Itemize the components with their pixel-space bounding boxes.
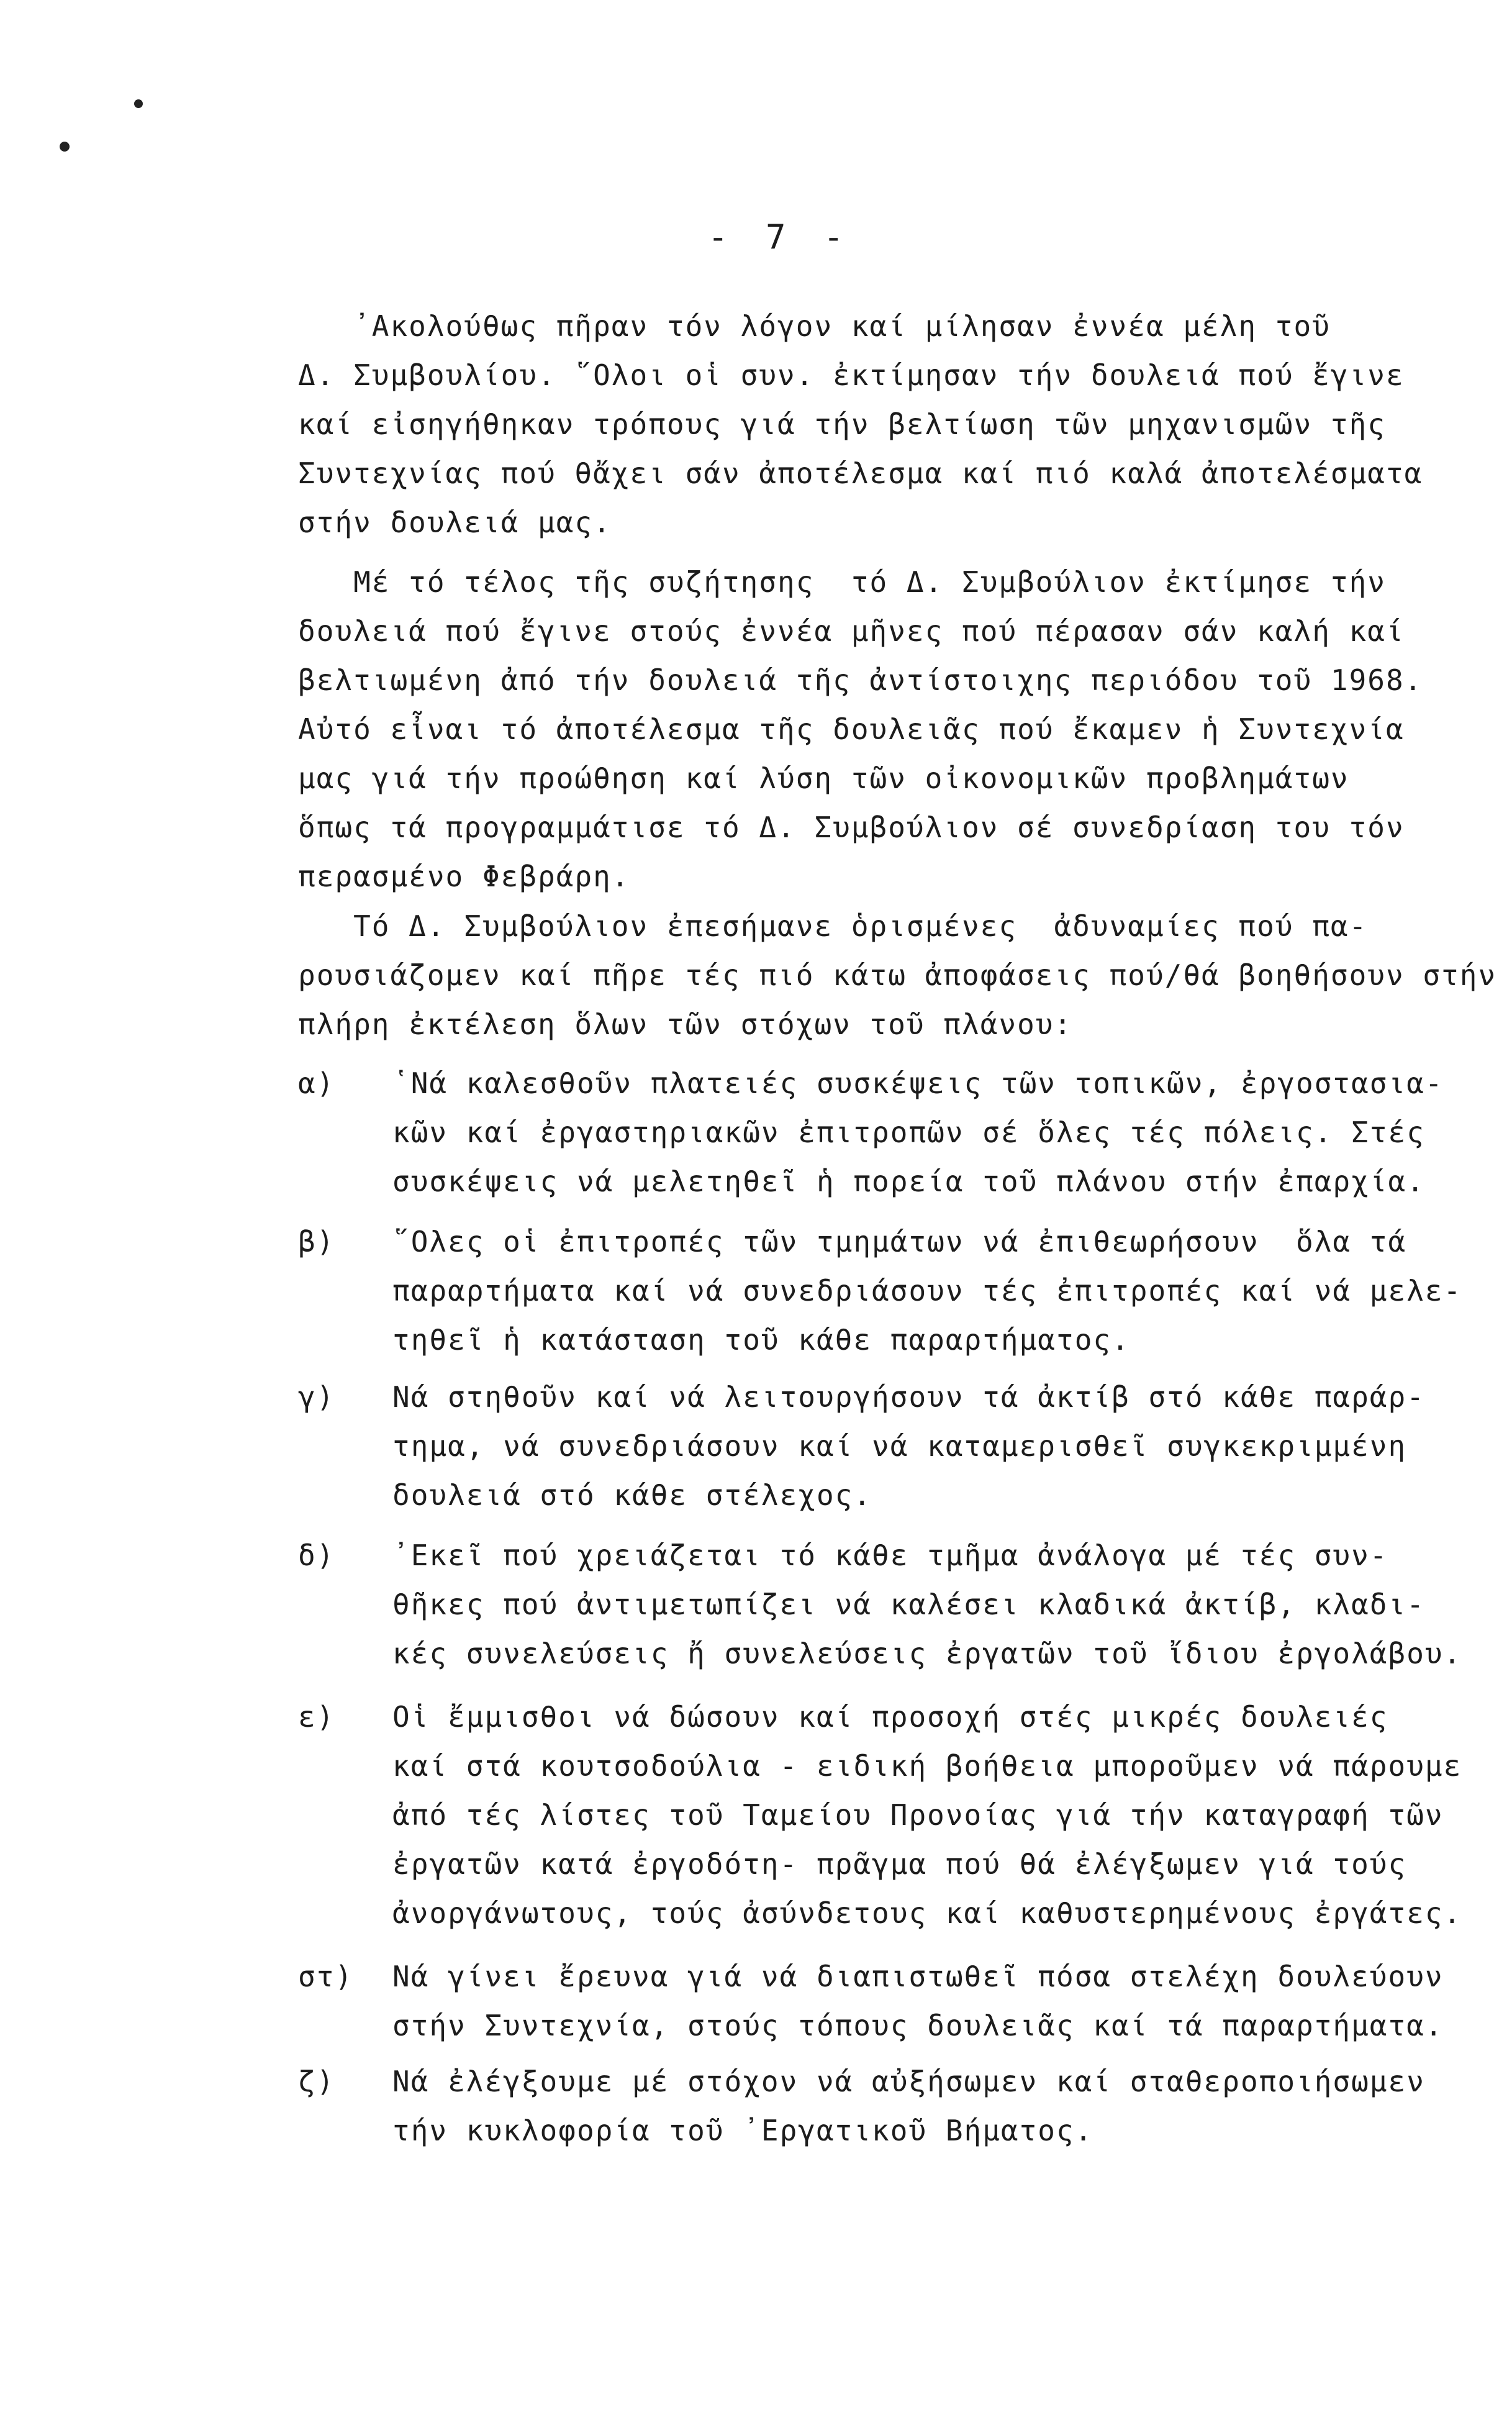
list-marker: β) <box>298 1225 335 1258</box>
text-line: δουλειά πού ἔγινε στούς ἐννέα μῆνες πού πέρασαν σάν καλή καί <box>298 614 1405 648</box>
list-marker: ζ) <box>298 2065 335 2098</box>
text-line: Νά ἐλέγξουμε μέ στόχον νά αὐξήσωμεν καί σταθεροποιήσωμεν <box>392 2065 1425 2098</box>
list-marker: δ) <box>298 1539 335 1572</box>
text-line: ἐργατῶν κατά ἐργοδότη- πρᾶγμα πού θά ἐλέγξωμεν γιά τούς <box>392 1847 1407 1881</box>
text-line: περασμένο Φεβράρη. <box>298 860 630 893</box>
list-marker: γ) <box>298 1380 335 1414</box>
text-line: στήν δουλειά μας. <box>298 506 612 539</box>
text-line: Μέ τό τέλος τῆς συζήτησης τό Δ. Συμβούλιον ἐκτίμησε τήν <box>298 565 1386 599</box>
text-line: Αὐτό εἶναι τό ἀποτέλεσμα τῆς δουλειᾶς πού ἔκαμεν ἡ Συντεχνία <box>298 712 1405 746</box>
text-line: κῶν καί ἐργαστηριακῶν ἐπιτροπῶν σέ ὅλες τές πόλεις. Στές <box>392 1116 1425 1149</box>
text-line: ᾽Ακολούθως πῆραν τόν λόγον καί μίλησαν ἐννέα μέλη τοῦ <box>298 309 1331 343</box>
text-line: Νά γίνει ἔρευνα γιά νά διαπιστωθεῖ πόσα στελέχη δουλεύουν <box>392 1960 1444 1993</box>
text-line: ρουσιάζομεν καί πῆρε τές πιό κάτω ἀποφάσεις πού/θά βοηθήσουν στήν <box>298 958 1497 992</box>
text-line: καί εἰσηγήθηκαν τρόπους γιά τήν βελτίωση τῶν μηχανισμῶν τῆς <box>298 407 1386 441</box>
text-line: μας γιά τήν προώθηση καί λύση τῶν οἰκονομικῶν προβλημάτων <box>298 762 1349 795</box>
list-marker: στ) <box>298 1960 354 1993</box>
scan-speck <box>60 142 70 152</box>
text-line: στήν Συντεχνία, στούς τόπους δουλειᾶς καί τά παραρτήματα. <box>392 2009 1444 2042</box>
text-line: ῾Νά καλεσθοῦν πλατειές συσκέψεις τῶν τοπικῶν, ἐργοστασια- <box>392 1067 1444 1100</box>
text-line: Δ. Συμβουλίου. ῞Ολοι οἱ συν. ἐκτίμησαν τήν δουλειά πού ἔγινε <box>298 358 1405 392</box>
text-line: Οἱ ἔμμισθοι νά δώσουν καί προσοχή στές μικρές δουλειές <box>392 1700 1388 1734</box>
paragraph-assessment <box>298 558 1490 901</box>
paragraph-weaknesses <box>298 902 1497 1049</box>
text-line: συσκέψεις νά μελετηθεῖ ἡ πορεία τοῦ πλάνου στήν ἐπαρχία. <box>392 1165 1425 1198</box>
text-line: ὅπως τά προγραμμάτισε τό Δ. Συμβούλιον σέ συνεδρίαση του τόν <box>298 811 1405 844</box>
text-line: τήν κυκλοφορία τοῦ ᾽Εργατικοῦ Βήματος. <box>392 2114 1093 2147</box>
text-line: βελτιωμένη ἀπό τήν δουλειά τῆς ἀντίστοιχης περιόδου τοῦ 1968. <box>298 663 1423 697</box>
text-line: ῞Ολες οἱ ἐπιτροπές τῶν τμημάτων νά ἐπιθεωρήσουν ὅλα τά <box>392 1225 1407 1258</box>
scan-speck <box>134 99 143 108</box>
text-line: Συντεχνίας πού θἄχει σάν ἀποτέλεσμα καί πιό καλά ἀποτελέσματα <box>298 457 1423 490</box>
text-line: Νά στηθοῦν καί νά λειτουργήσουν τά ἀκτίβ στό κάθε παράρ- <box>392 1380 1425 1414</box>
list-marker: α) <box>298 1067 335 1100</box>
text-line: κές συνελεύσεις ἤ συνελεύσεις ἐργατῶν τοῦ ἴδιου ἐργολάβου. <box>392 1637 1462 1670</box>
text-line: καί στά κουτσοδούλια - ειδική βοήθεια μποροῦμεν νά πάρουμε <box>392 1749 1462 1783</box>
text-line: Τό Δ. Συμβούλιον ἐπεσήμανε ὁρισμένες ἀδυναμίες πού πα- <box>298 909 1368 943</box>
text-line: δουλειά στό κάθε στέλεχος. <box>392 1478 872 1512</box>
paragraph-speakers <box>298 302 1490 547</box>
text-line: ᾽Εκεῖ πού χρειάζεται τό κάθε τμῆμα ἀνάλογα μέ τές συν- <box>392 1539 1388 1572</box>
text-line: παραρτήματα καί νά συνεδριάσουν τές ἐπιτροπές καί νά μελε- <box>392 1274 1462 1308</box>
text-line: πλήρη ἐκτέλεση ὅλων τῶν στόχων τοῦ πλάνου: <box>298 1007 1073 1041</box>
text-line: τηθεῖ ἡ κατάσταση τοῦ κάθε παραρτήματος. <box>392 1323 1130 1357</box>
page-number: - 7 - <box>708 217 853 257</box>
text-line: τημα, νά συνεδριάσουν καί νά καταμερισθεῖ συγκεκριμμένη <box>392 1429 1407 1463</box>
text-line: ἀνοργάνωτους, τούς ἀσύνδετους καί καθυστερημένους ἐργάτες. <box>392 1896 1462 1930</box>
list-marker: ε) <box>298 1700 335 1734</box>
text-line: ἀπό τές λίστες τοῦ Ταμείου Προνοίας γιά τήν καταγραφή τῶν <box>392 1798 1444 1832</box>
text-line: θῆκες πού ἀντιμετωπίζει νά καλέσει κλαδικά ἀκτίβ, κλαδι- <box>392 1588 1425 1621</box>
